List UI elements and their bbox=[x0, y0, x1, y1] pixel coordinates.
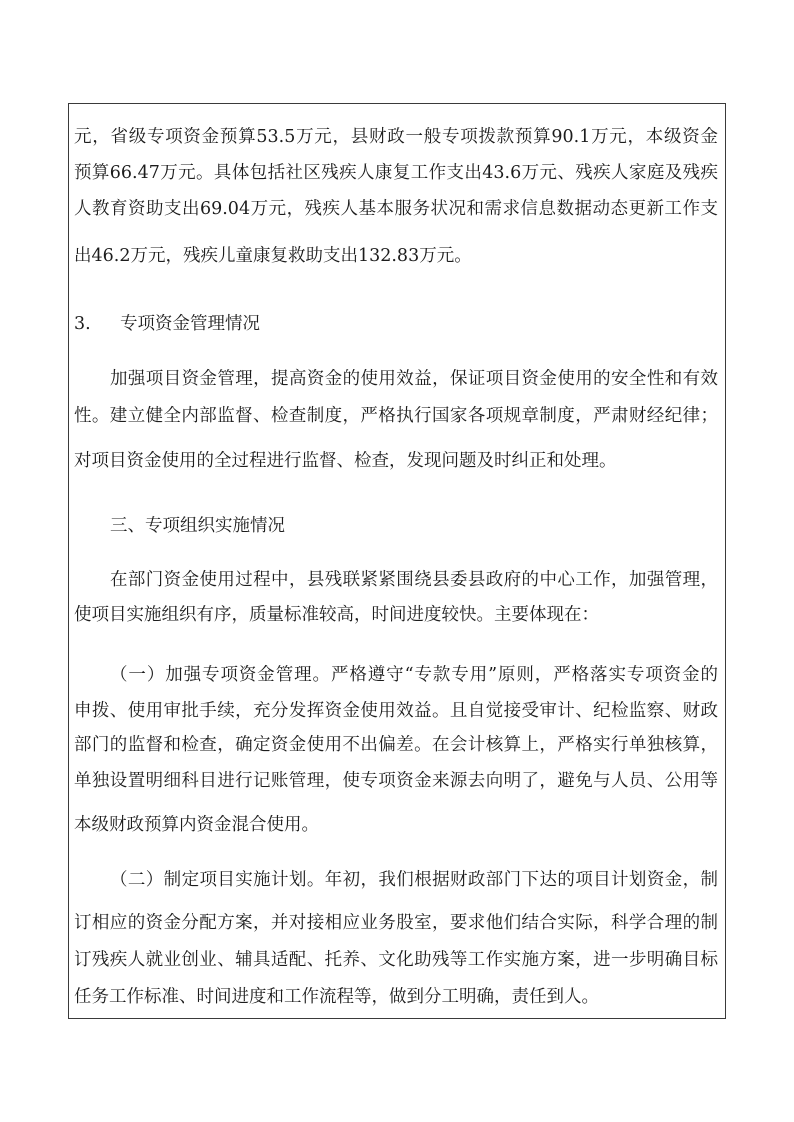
paragraph-1-line-4: 出46.2万元，残疾儿童康复救助支出132.83万元。 bbox=[74, 246, 472, 266]
paragraph-3-line-2: 使项目实施组织有序，质量标准较高，时间进度较快。主要体现在： bbox=[74, 605, 599, 625]
section-3-heading bbox=[74, 312, 718, 336]
paragraph-5-line-3: 订残疾人就业创业、辅具适配、托养、文化助残等工作实施方案，进一步明确目标 bbox=[74, 950, 718, 970]
paragraph-4-line-4: 单独设置明细科目进行记账管理，使专项资金来源去向明了，避免与人员、公用等 bbox=[74, 771, 718, 791]
section-3-title: 专项资金管理情况 bbox=[120, 314, 260, 334]
section-3-number: 3. bbox=[74, 314, 91, 334]
paragraph-4-line-3: 部门的监督和检查，确定资金使用不出偏差。在会计核算上，严格实行单独核算， bbox=[74, 735, 718, 755]
major-heading-3: 三、专项组织实施情况 bbox=[110, 516, 285, 536]
paragraph-4-line-5: 本级财政预算内资金混合使用。 bbox=[74, 815, 319, 835]
paragraph-1-line-3: 人教育资助支出69.04万元，残疾人基本服务状况和需求信息数据动态更新工作支 bbox=[74, 199, 718, 219]
paragraph-4-line-2: 申拨、使用审批手续，充分发挥资金使用效益。且自觉接受审计、纪检监察、财政 bbox=[74, 701, 718, 721]
paragraph-2-line-2: 性。建立健全内部监督、检查制度，严格执行国家各项规章制度，严肃财经纪律； bbox=[74, 406, 718, 426]
paragraph-2-line-3: 对项目资金使用的全过程进行监督、检查，发现问题及时纠正和处理。 bbox=[74, 451, 617, 471]
paragraph-4-line-1: （一）加强专项资金管理。严格遵守“专款专用”原则，严格落实专项资金的 bbox=[110, 665, 718, 685]
paragraph-5-line-2: 订相应的资金分配方案，并对接相应业务股室，要求他们结合实际，科学合理的制 bbox=[74, 913, 718, 933]
paragraph-2-line-1: 加强项目资金管理，提高资金的使用效益，保证项目资金使用的安全性和有效 bbox=[110, 369, 718, 389]
paragraph-1-line-2: 预算66.47万元。具体包括社区残疾人康复工作支出43.6万元、残疾人家庭及残疾 bbox=[74, 163, 718, 183]
paragraph-3-line-1: 在部门资金使用过程中，县残联紧紧围绕县委县政府的中心工作，加强管理， bbox=[110, 570, 718, 590]
paragraph-5-line-1: （二）制定项目实施计划。年初，我们根据财政部门下达的项目计划资金，制 bbox=[110, 870, 718, 890]
paragraph-5-line-4: 任务工作标准、时间进度和工作流程等，做到分工明确，责任到人。 bbox=[74, 987, 599, 1007]
paragraph-1-line-1: 元，省级专项资金预算53.5万元，县财政一般专项拨款预算90.1万元，本级资金 bbox=[74, 127, 718, 147]
